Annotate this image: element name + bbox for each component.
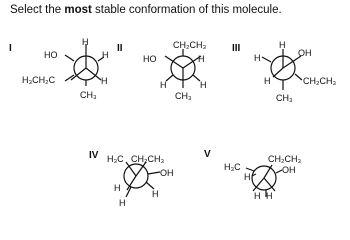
option-number-iii[interactable]: III <box>232 43 241 54</box>
label-v-left-a: H₃C <box>224 162 241 172</box>
option-number-v[interactable]: V <box>204 149 211 160</box>
question-emphasis: most <box>64 4 92 16</box>
label-iv-right: OH <box>160 168 174 178</box>
label-ii-front-bottom: CH₃ <box>175 91 192 101</box>
label-v-bottom-b: H <box>266 191 273 201</box>
label-iii-back-right: CH₂CH₃ <box>303 76 337 86</box>
label-i-back-upper: HO <box>44 50 58 60</box>
label-iii-front-top: H <box>279 40 286 50</box>
label-iii-front-right: OH <box>298 48 312 58</box>
label-ii-front-left: HO <box>143 54 157 64</box>
label-ii-back-right: H <box>198 54 205 64</box>
label-iii-back-upper: H <box>254 53 261 63</box>
label-iv-bottom-right: H <box>152 189 159 199</box>
label-i-front-right: H <box>101 76 108 86</box>
label-i-front-right-top: H <box>102 50 109 60</box>
newman-projection-v <box>246 165 282 197</box>
label-i-front-bottom: CH₃ <box>80 90 97 100</box>
option-number-iv[interactable]: IV <box>89 150 99 161</box>
question-prefix: Select the <box>10 4 65 16</box>
label-iv-left-b: H <box>119 198 126 208</box>
label-ii-front-lower-right: H <box>200 80 207 90</box>
label-v-bottom-a: H <box>254 191 261 201</box>
label-iii-back-lower: H <box>264 76 271 86</box>
label-iv-left-a: H <box>114 183 121 193</box>
option-number-i[interactable]: I <box>9 43 12 54</box>
question-suffix: stable conformation of this molecule. <box>91 4 282 16</box>
label-iv-top-left: H₃C <box>107 154 124 164</box>
label-iv-top-right: CH₂CH₃ <box>131 154 165 164</box>
label-i-front-top: H <box>82 37 89 47</box>
label-v-right: OH <box>282 165 296 175</box>
label-ii-back-top: CH₂CH₃ <box>173 40 207 50</box>
label-v-top-right: CH₂CH₃ <box>268 154 302 164</box>
label-i-back-lower: H₃CH₂C <box>22 75 56 85</box>
label-v-left-b: H <box>244 172 251 182</box>
option-number-ii[interactable]: II <box>117 43 123 54</box>
newman-projection-i <box>65 44 104 86</box>
newman-projection-ii <box>165 49 201 88</box>
label-iii-front-bottom: CH₃ <box>276 93 293 103</box>
label-ii-front-lower-left: H <box>160 80 167 90</box>
